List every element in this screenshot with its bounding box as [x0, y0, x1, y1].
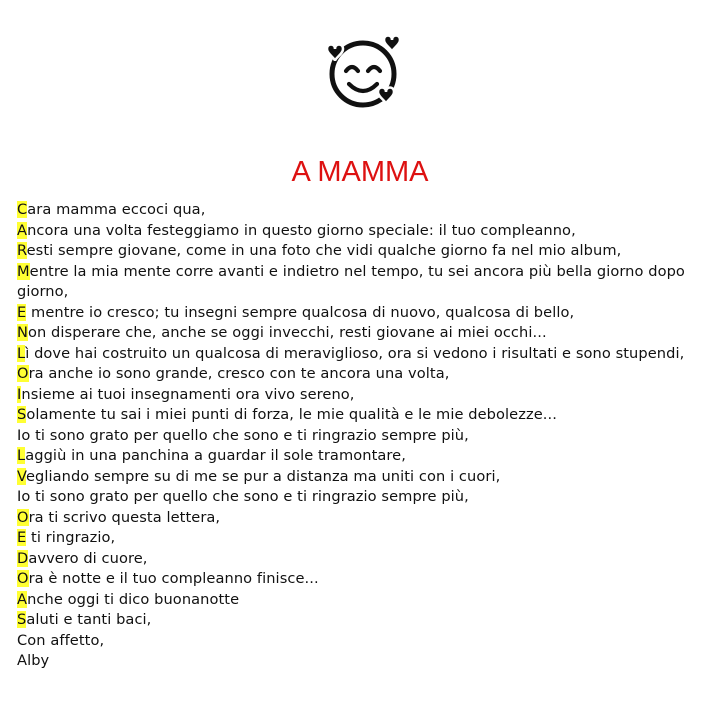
poem-line-text: Con affetto, [17, 631, 105, 649]
poem-line [17, 446, 707, 467]
acrostic-letter: O [17, 365, 29, 382]
poem-line-text: nche oggi ti dico buonanotte [27, 590, 240, 608]
poem-line [17, 467, 707, 488]
poem-line [17, 200, 707, 221]
poem-line [17, 323, 707, 344]
poem-line [17, 262, 707, 303]
acrostic-letter: R [17, 242, 27, 259]
poem-line-text: ra è notte e il tuo compleanno finisce... [28, 570, 319, 587]
poem-line [17, 364, 707, 385]
acrostic-letter: A [17, 590, 28, 608]
poem-line-text: Alby [17, 652, 50, 669]
poem-line [17, 610, 707, 631]
acrostic-letter: O [17, 570, 29, 587]
poem-line-text: avvero di cuore, [28, 549, 148, 567]
poem-line-text: Io ti sono grato per quello che sono e ti ringrazio sempre più, [17, 488, 469, 505]
acrostic-letter: N [17, 324, 28, 341]
acrostic-letter: S [17, 406, 27, 423]
poem-line-text: ti ringrazio, [26, 529, 116, 546]
smiling-face-with-hearts-icon [318, 34, 410, 110]
poem-line [17, 344, 707, 365]
poem-line-text: aluti e tanti baci, [26, 611, 152, 628]
poem-line [17, 385, 707, 406]
acrostic-letter: E [17, 529, 27, 546]
acrostic-letter: D [17, 549, 29, 567]
poem-line-text: nsieme ai tuoi insegnamenti ora vivo sereno, [21, 385, 355, 403]
poem-line-text: mentre io cresco; tu insegni sempre qualcosa di nuovo, qualcosa di bello, [26, 303, 575, 321]
poem-line [17, 405, 707, 426]
acrostic-letter: I [17, 385, 22, 403]
poem-line-text: on disperare che, anche se oggi invecchi, resti giovane ai miei occhi... [28, 324, 547, 341]
poem-line [17, 590, 707, 611]
poem-line-text: esti sempre giovane, come in una foto che vidi qualche giorno fa nel mio album, [26, 242, 622, 259]
acrostic-letter: L [17, 447, 26, 464]
poem-line-text: ncora una volta festeggiamo in questo giorno speciale: il tuo compleanno, [27, 221, 576, 239]
poem-line [17, 631, 707, 652]
poem-line-text: olamente tu sai i miei punti di forza, le mie qualità e le mie debolezze... [26, 406, 557, 423]
acrostic-letter: V [17, 467, 26, 485]
acrostic-letter: C [17, 201, 28, 218]
poem-line [17, 241, 707, 262]
poem-line [17, 221, 707, 242]
poem-line-text: aggiù in una panchina a guardar il sole tramontare, [25, 447, 406, 464]
poem-line-text: entre la mia mente corre avanti e indietro nel tempo, tu sei ancora più bella giorno dopo giorno, [17, 262, 685, 300]
poem-line [17, 303, 707, 324]
poem-line-text: ì dove hai costruito un qualcosa di meraviglioso, ora si vedono i risultati e sono stupendi, [25, 344, 685, 362]
acrostic-letter: O [17, 508, 29, 526]
poem-line [17, 528, 707, 549]
acrostic-letter: M [17, 262, 30, 280]
poem-line [17, 569, 707, 590]
poem-line-text: egliando sempre su di me se pur a distanza ma uniti con i cuori, [25, 467, 501, 485]
acrostic-letter: S [17, 611, 27, 628]
poem-line [17, 487, 707, 508]
poem-line [17, 549, 707, 570]
poem-body [17, 200, 707, 672]
poem-line-text: ra anche io sono grande, cresco con te ancora una volta, [28, 365, 450, 382]
poem-title: A MAMMA [291, 156, 429, 188]
acrostic-letter: L [17, 344, 26, 362]
poem-line [17, 426, 707, 447]
poem-line-text: ara mamma eccoci qua, [27, 201, 206, 218]
poem-line-text: ra ti scrivo questa lettera, [28, 508, 221, 526]
acrostic-letter: E [17, 303, 27, 321]
poem-line [17, 651, 707, 672]
acrostic-letter: A [17, 221, 28, 239]
poem-line [17, 508, 707, 529]
poem-line-text: Io ti sono grato per quello che sono e ti ringrazio sempre più, [17, 426, 469, 444]
